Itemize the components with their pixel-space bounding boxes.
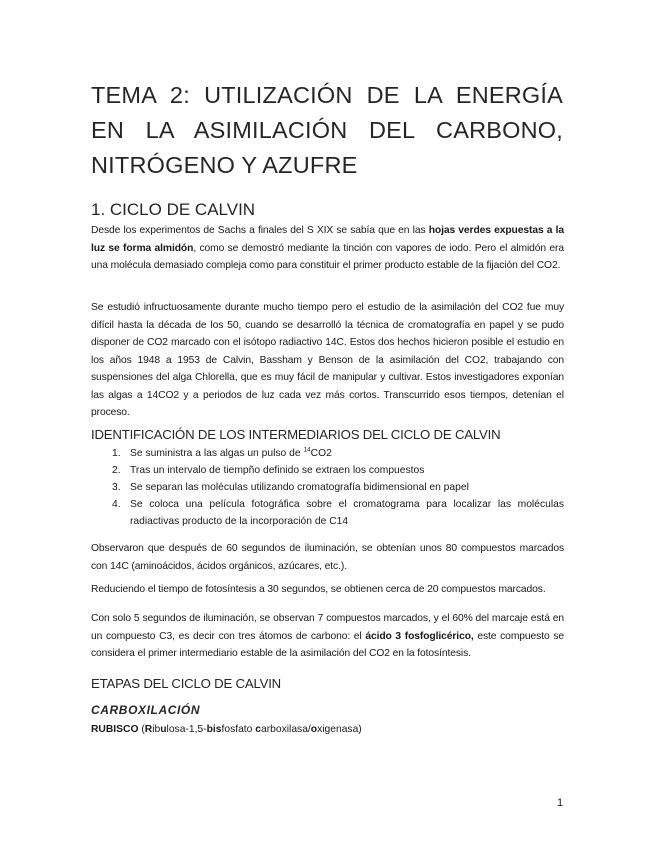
list-item xyxy=(91,479,564,496)
bold-text: RUBISCO xyxy=(91,724,139,735)
bold-text: hojas verdes expuestas a la luz se forma almidón xyxy=(91,225,564,254)
bold-text: ácido 3 fosfoglicérico, xyxy=(365,630,474,642)
page-title: TEMA 2: UTILIZACIÓN DE LA ENERGÍA EN LA ASIMILACIÓN DEL CARBONO, NITRÓGENO Y AZUFRE xyxy=(91,82,563,178)
text-fragment: ( xyxy=(138,724,145,735)
text-fragment: xigenasa) xyxy=(317,724,362,735)
list-number: 3. xyxy=(112,482,121,493)
paragraph-asimilacion: Se estudió infructuosamente durante mucho tiempo pero el estudio de la asimilación del CO2 fue muy difícil hasta la década de los 50, cuando se desarrolló la técnica de cromatografía en papel y se pudo disponer de CO2 marcado con el isótopo radiactivo 14C. Estos dos hechos hicieron posible el estudio en los años 1948 a 1953 de Calvin, Bassham y Benson de la asimilación del CO2, trabajando con suspensiones del alga Chlorella, que es muy fácil de manipular y cultivar. Estos investigadores exponían las algas a 14CO2 y a periodos de luz cada vez más cortos. Transcurrido esos tiempos, detenían el proceso. xyxy=(91,302,564,418)
bold-letter: u xyxy=(160,724,167,735)
paragraph-60-segundos: Observaron que después de 60 segundos de iluminación, se obtenían unos 80 compuestos marcados con 14C (aminoácidos, ácidos orgánicos, azúcares, etc.). xyxy=(91,543,564,572)
text-fragment: fosfato xyxy=(221,724,256,735)
text-fragment: ib xyxy=(152,724,161,735)
list-item xyxy=(91,496,564,530)
paragraph-text: Con solo 5 segundos de iluminación, se observan 7 compuestos marcados, y el 60% del marcaje está en un compuesto C3, es decir con tres átomos de carbono: el xyxy=(91,613,564,642)
paragraph-30-segundos: Reduciendo el tiempo de fotosíntesis a 30 segundos, se obtienen cerca de 20 compuestos marcados. xyxy=(91,584,546,595)
list-item-text: Se separan las moléculas utilizando cromatografía bidimensional en papel xyxy=(130,482,469,493)
paragraph-5-segundos xyxy=(91,610,564,663)
rubisco-line xyxy=(91,721,362,738)
list-item-text: Se coloca una película fotográfica sobre el cromatograma para localizar las moléculas radiactivas producto de la incorporación de C14 xyxy=(130,499,564,527)
list-number: 4. xyxy=(112,499,121,510)
steps-list xyxy=(91,445,564,530)
subheading-carboxilacion: CARBOXILACIÓN xyxy=(91,703,201,717)
section-heading-ciclo-calvin: 1. CICLO DE CALVIN xyxy=(91,200,256,219)
list-item xyxy=(91,445,564,462)
page-number: 1 xyxy=(557,797,564,809)
list-number: 2. xyxy=(112,465,121,476)
bold-letter: R xyxy=(144,724,153,735)
paragraph-sachs xyxy=(91,222,564,275)
list-number: 1. xyxy=(112,448,121,459)
list-item xyxy=(91,462,564,479)
list-item-text: Tras un intervalo de tiempño definido se extraen los compuestos xyxy=(130,465,425,476)
subheading-etapas: ETAPAS DEL CICLO DE CALVIN xyxy=(91,676,281,691)
text-fragment: losa-1,5- xyxy=(166,724,207,735)
subheading-identificacion: IDENTIFICACIÓN DE LOS INTERMEDIARIOS DEL CICLO DE CALVIN xyxy=(91,427,501,442)
bold-letter: o xyxy=(310,724,318,735)
text-fragment: arboxilasa/ xyxy=(261,724,311,735)
list-item-text: CO2 xyxy=(310,448,332,459)
paragraph-text: este compuesto se considera el primer intermediario estable de la asimilación del CO2 en la fotosíntesis. xyxy=(91,630,564,659)
bold-letter: c xyxy=(255,724,261,735)
superscript: 14 xyxy=(303,446,311,454)
paragraph-text: Desde los experimentos de Sachs a finales del S XIX se sabía que en las xyxy=(91,225,429,236)
list-item-text: Se suministra a las algas un pulso de xyxy=(130,448,304,459)
paragraph-text: , como se demostró mediante la tinción con vapores de iodo. Pero el almidón era una molécula demasiado compleja como para constituir el primer producto estable de la fijación del CO2. xyxy=(91,242,564,271)
bold-letter: bis xyxy=(206,724,222,735)
